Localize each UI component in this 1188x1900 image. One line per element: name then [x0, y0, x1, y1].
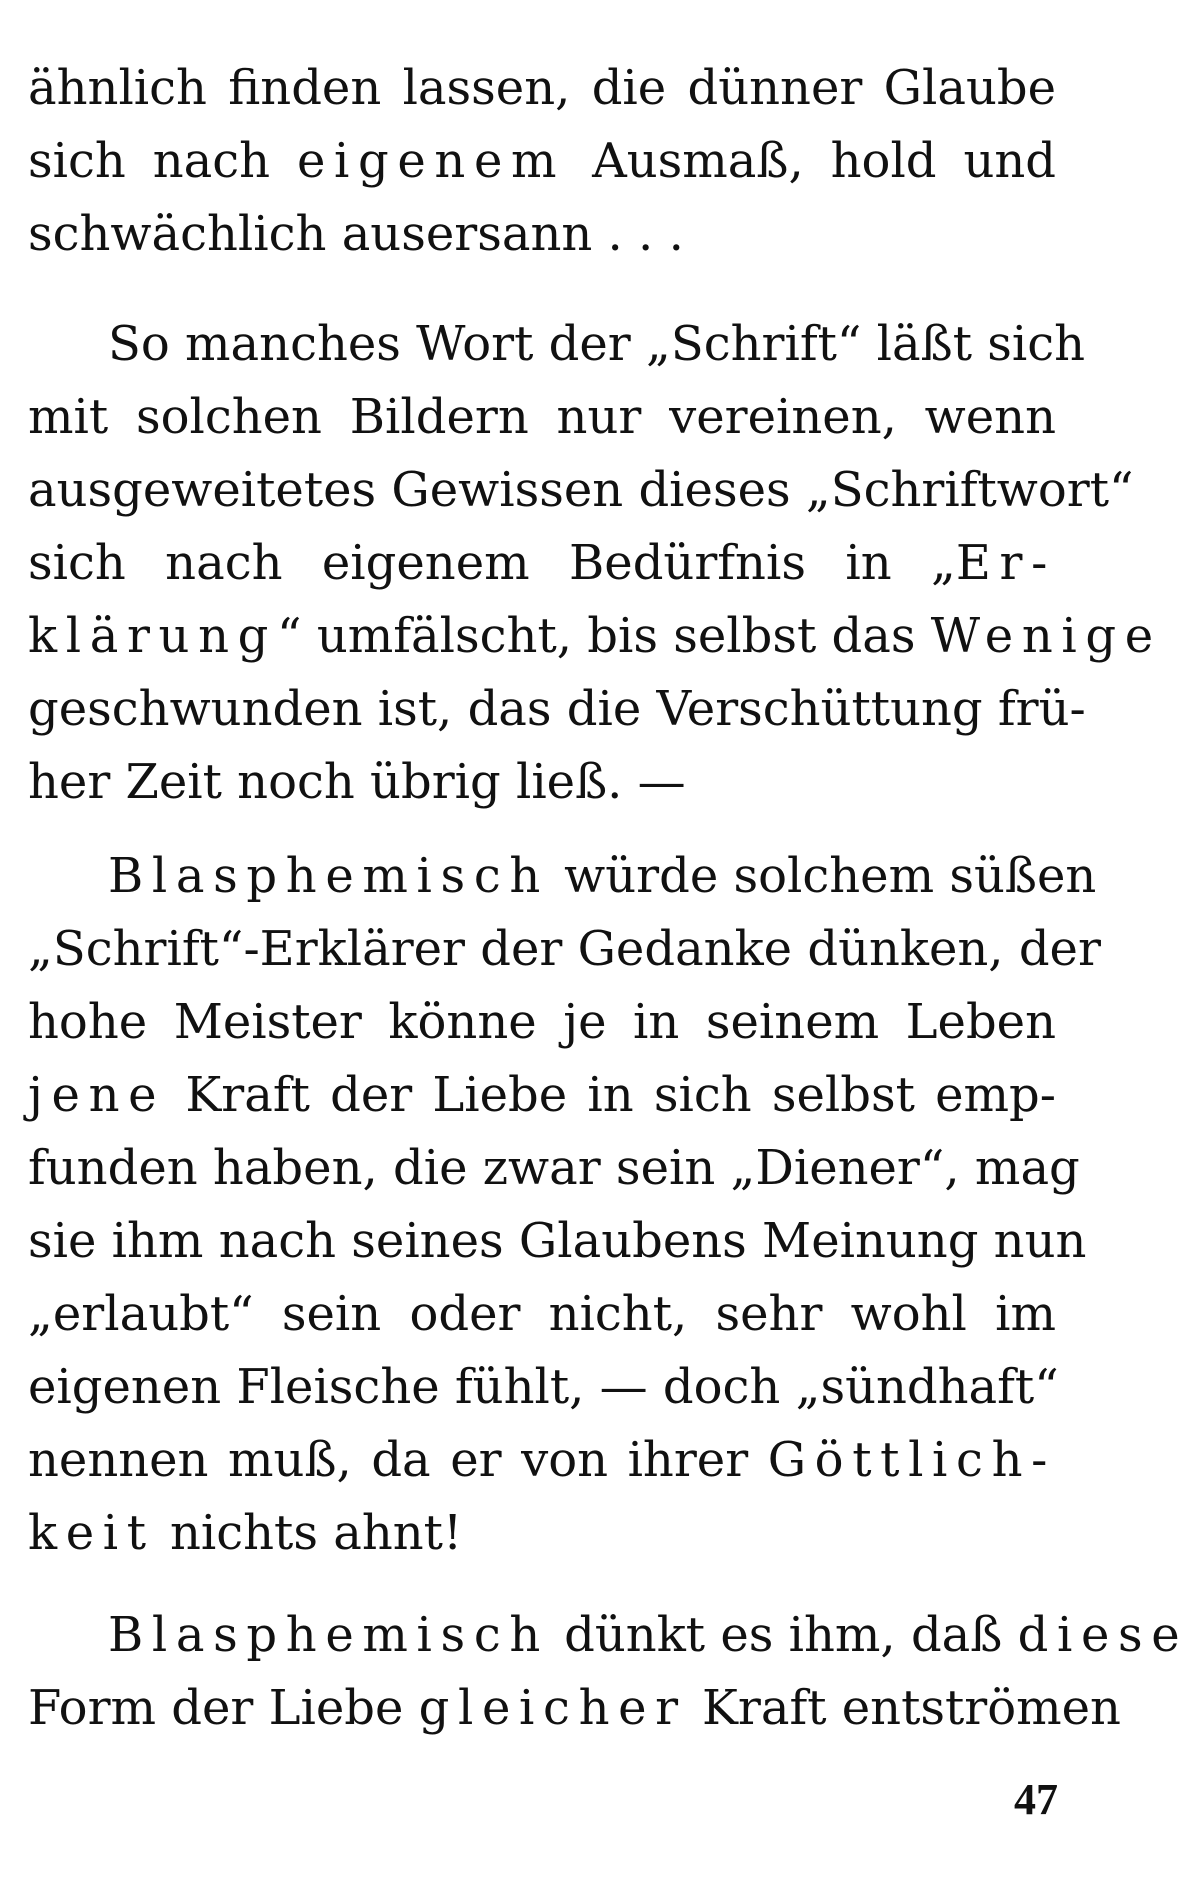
text-line: So manches Wort der „Schrift“ läßt sich [108, 316, 1086, 372]
text-line: „Schrift“-Erklärer der Gedanke dünken, der [28, 921, 1101, 977]
text-line: Blasphemisch dünkt es ihm, daß diese [108, 1607, 1188, 1663]
text-line: eigenen Fleische fühlt, — doch „sündhaft“ [28, 1359, 1059, 1415]
spaced-emphasis: Blasphemisch [108, 848, 549, 904]
spaced-emphasis: keit [28, 1505, 155, 1561]
paragraph [28, 1599, 1188, 1745]
spaced-emphasis: Blasphemisch [108, 1607, 549, 1663]
paragraph [28, 840, 1101, 1570]
text-line: schwächlich ausersann . . . [28, 206, 684, 262]
text-line: her Zeit noch übrig ließ. — [28, 754, 686, 810]
page-number: 47 [1014, 1775, 1058, 1824]
text-line: nennen muß, da er von ihrer Göttlich- [28, 1432, 1056, 1488]
paragraph [28, 308, 1162, 819]
text-line: sich nach eigenem Ausmaß, hold und [28, 133, 1056, 189]
text-line: Form der Liebe gleicher Kraft entströmen [28, 1680, 1121, 1736]
text-line: Blasphemisch würde solchem süßen [108, 848, 1097, 904]
spaced-emphasis: jene [28, 1067, 166, 1123]
spaced-emphasis: gleicher [418, 1680, 687, 1736]
text-line: keit nichts ahnt! [28, 1505, 463, 1561]
text-line: „erlaubt“ sein oder nicht, sehr wohl im [28, 1286, 1056, 1342]
text-line: hohe Meister könne je in seinem Leben [28, 994, 1056, 1050]
spaced-emphasis: diese [1017, 1607, 1188, 1663]
text-line: mit solchen Bildern nur vereinen, wenn [28, 389, 1056, 445]
spaced-emphasis: Er- [955, 535, 1056, 591]
spaced-emphasis: eigenem [296, 133, 566, 189]
text-line: jene Kraft der Liebe in sich selbst emp- [28, 1067, 1056, 1123]
spaced-emphasis: Wenige [930, 608, 1162, 664]
text-line: funden haben, die zwar sein „Diener“, mag [28, 1140, 1080, 1196]
text-line: ausgeweitetes Gewissen dieses „Schriftwort“ [28, 462, 1134, 518]
spaced-emphasis: Göttlich- [767, 1432, 1056, 1488]
text-line: sie ihm nach seines Glaubens Meinung nun [28, 1213, 1087, 1269]
text-line: klärung“ umfälscht, bis selbst das Wenige [28, 608, 1162, 664]
paragraph [28, 52, 1056, 271]
spaced-emphasis: klärung [28, 608, 278, 664]
text-line: sich nach eigenem Bedürfnis in „Er- [28, 535, 1056, 591]
text-line: ähnlich finden lassen, die dünner Glaube [28, 60, 1056, 116]
text-line: geschwunden ist, das die Verschüttung frü- [28, 681, 1086, 737]
